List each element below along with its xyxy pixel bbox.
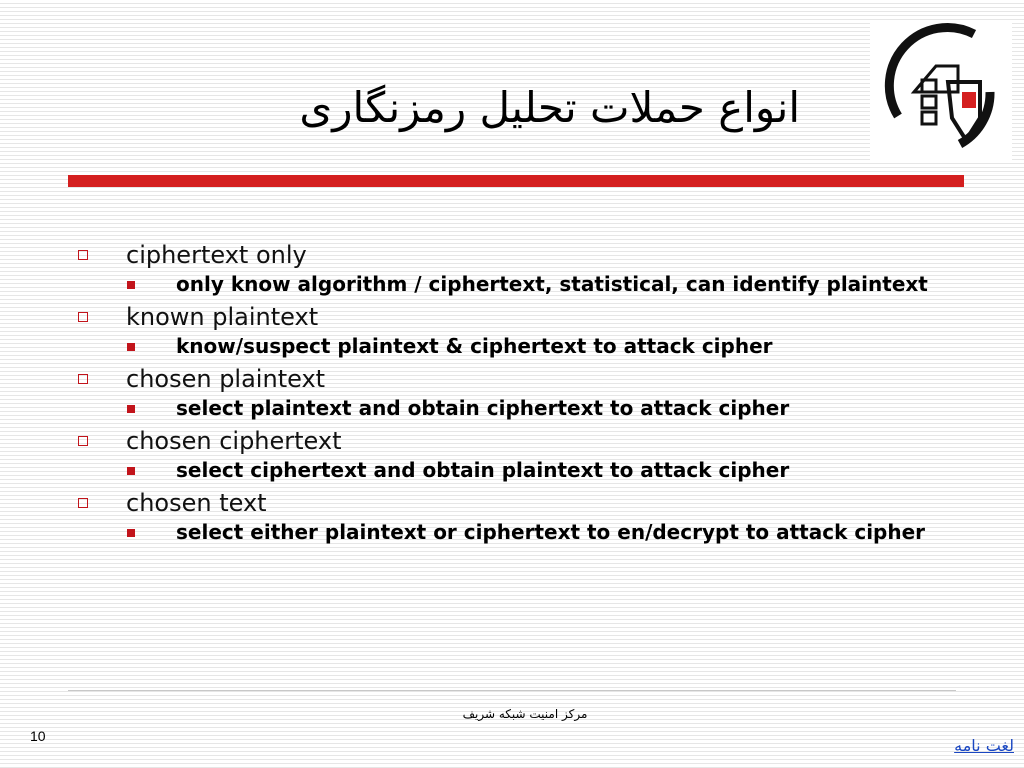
sub-bullet-item [70, 335, 950, 358]
sharif-logo-icon [870, 22, 1012, 160]
bullet-label: chosen ciphertext [126, 427, 342, 455]
sub-bullet-text: only know algorithm / ciphertext, statistical, can identify plaintext [176, 272, 928, 296]
sub-bullet-item [70, 273, 950, 296]
sub-bullet-item [70, 397, 950, 420]
sub-bullet-item [70, 521, 950, 544]
filled-square-bullet-icon [127, 281, 135, 289]
bullet-item-known-plaintext [70, 302, 950, 332]
page-number: 10 [30, 728, 46, 744]
sharif-logo [870, 22, 1012, 160]
bullet-label: known plaintext [126, 303, 319, 331]
sub-bullet-text: know/suspect plaintext & ciphertext to attack cipher [176, 334, 773, 358]
bullet-item-chosen-ciphertext [70, 426, 950, 456]
bullet-item-chosen-text [70, 488, 950, 518]
bullet-item-ciphertext-only [70, 240, 950, 270]
hollow-square-bullet-icon [78, 250, 88, 260]
bullet-list [70, 240, 950, 550]
bullet-label: ciphertext only [126, 241, 307, 269]
sub-bullet-text: select plaintext and obtain ciphertext to attack cipher [176, 396, 790, 420]
sub-bullet-item [70, 459, 950, 482]
filled-square-bullet-icon [127, 529, 135, 537]
hollow-square-bullet-icon [78, 312, 88, 322]
bullet-label: chosen text [126, 489, 267, 517]
title-divider-bar [68, 175, 964, 187]
bullet-label: chosen plaintext [126, 365, 326, 393]
sub-bullet-text: select either plaintext or ciphertext to en/decrypt to attack cipher [176, 520, 926, 544]
bullet-item-chosen-plaintext [70, 364, 950, 394]
slide-title: انواع حملات تحلیل رمزنگاری [299, 83, 800, 132]
filled-square-bullet-icon [127, 467, 135, 475]
hollow-square-bullet-icon [78, 436, 88, 446]
glossary-link[interactable]: لغت نامه [954, 736, 1014, 755]
footer-divider [68, 690, 956, 691]
hollow-square-bullet-icon [78, 498, 88, 508]
footer-organization: مرکز امنیت شبکه شریف [462, 707, 588, 721]
sub-bullet-text: select ciphertext and obtain plaintext to attack cipher [176, 458, 790, 482]
hollow-square-bullet-icon [78, 374, 88, 384]
filled-square-bullet-icon [127, 405, 135, 413]
filled-square-bullet-icon [127, 343, 135, 351]
